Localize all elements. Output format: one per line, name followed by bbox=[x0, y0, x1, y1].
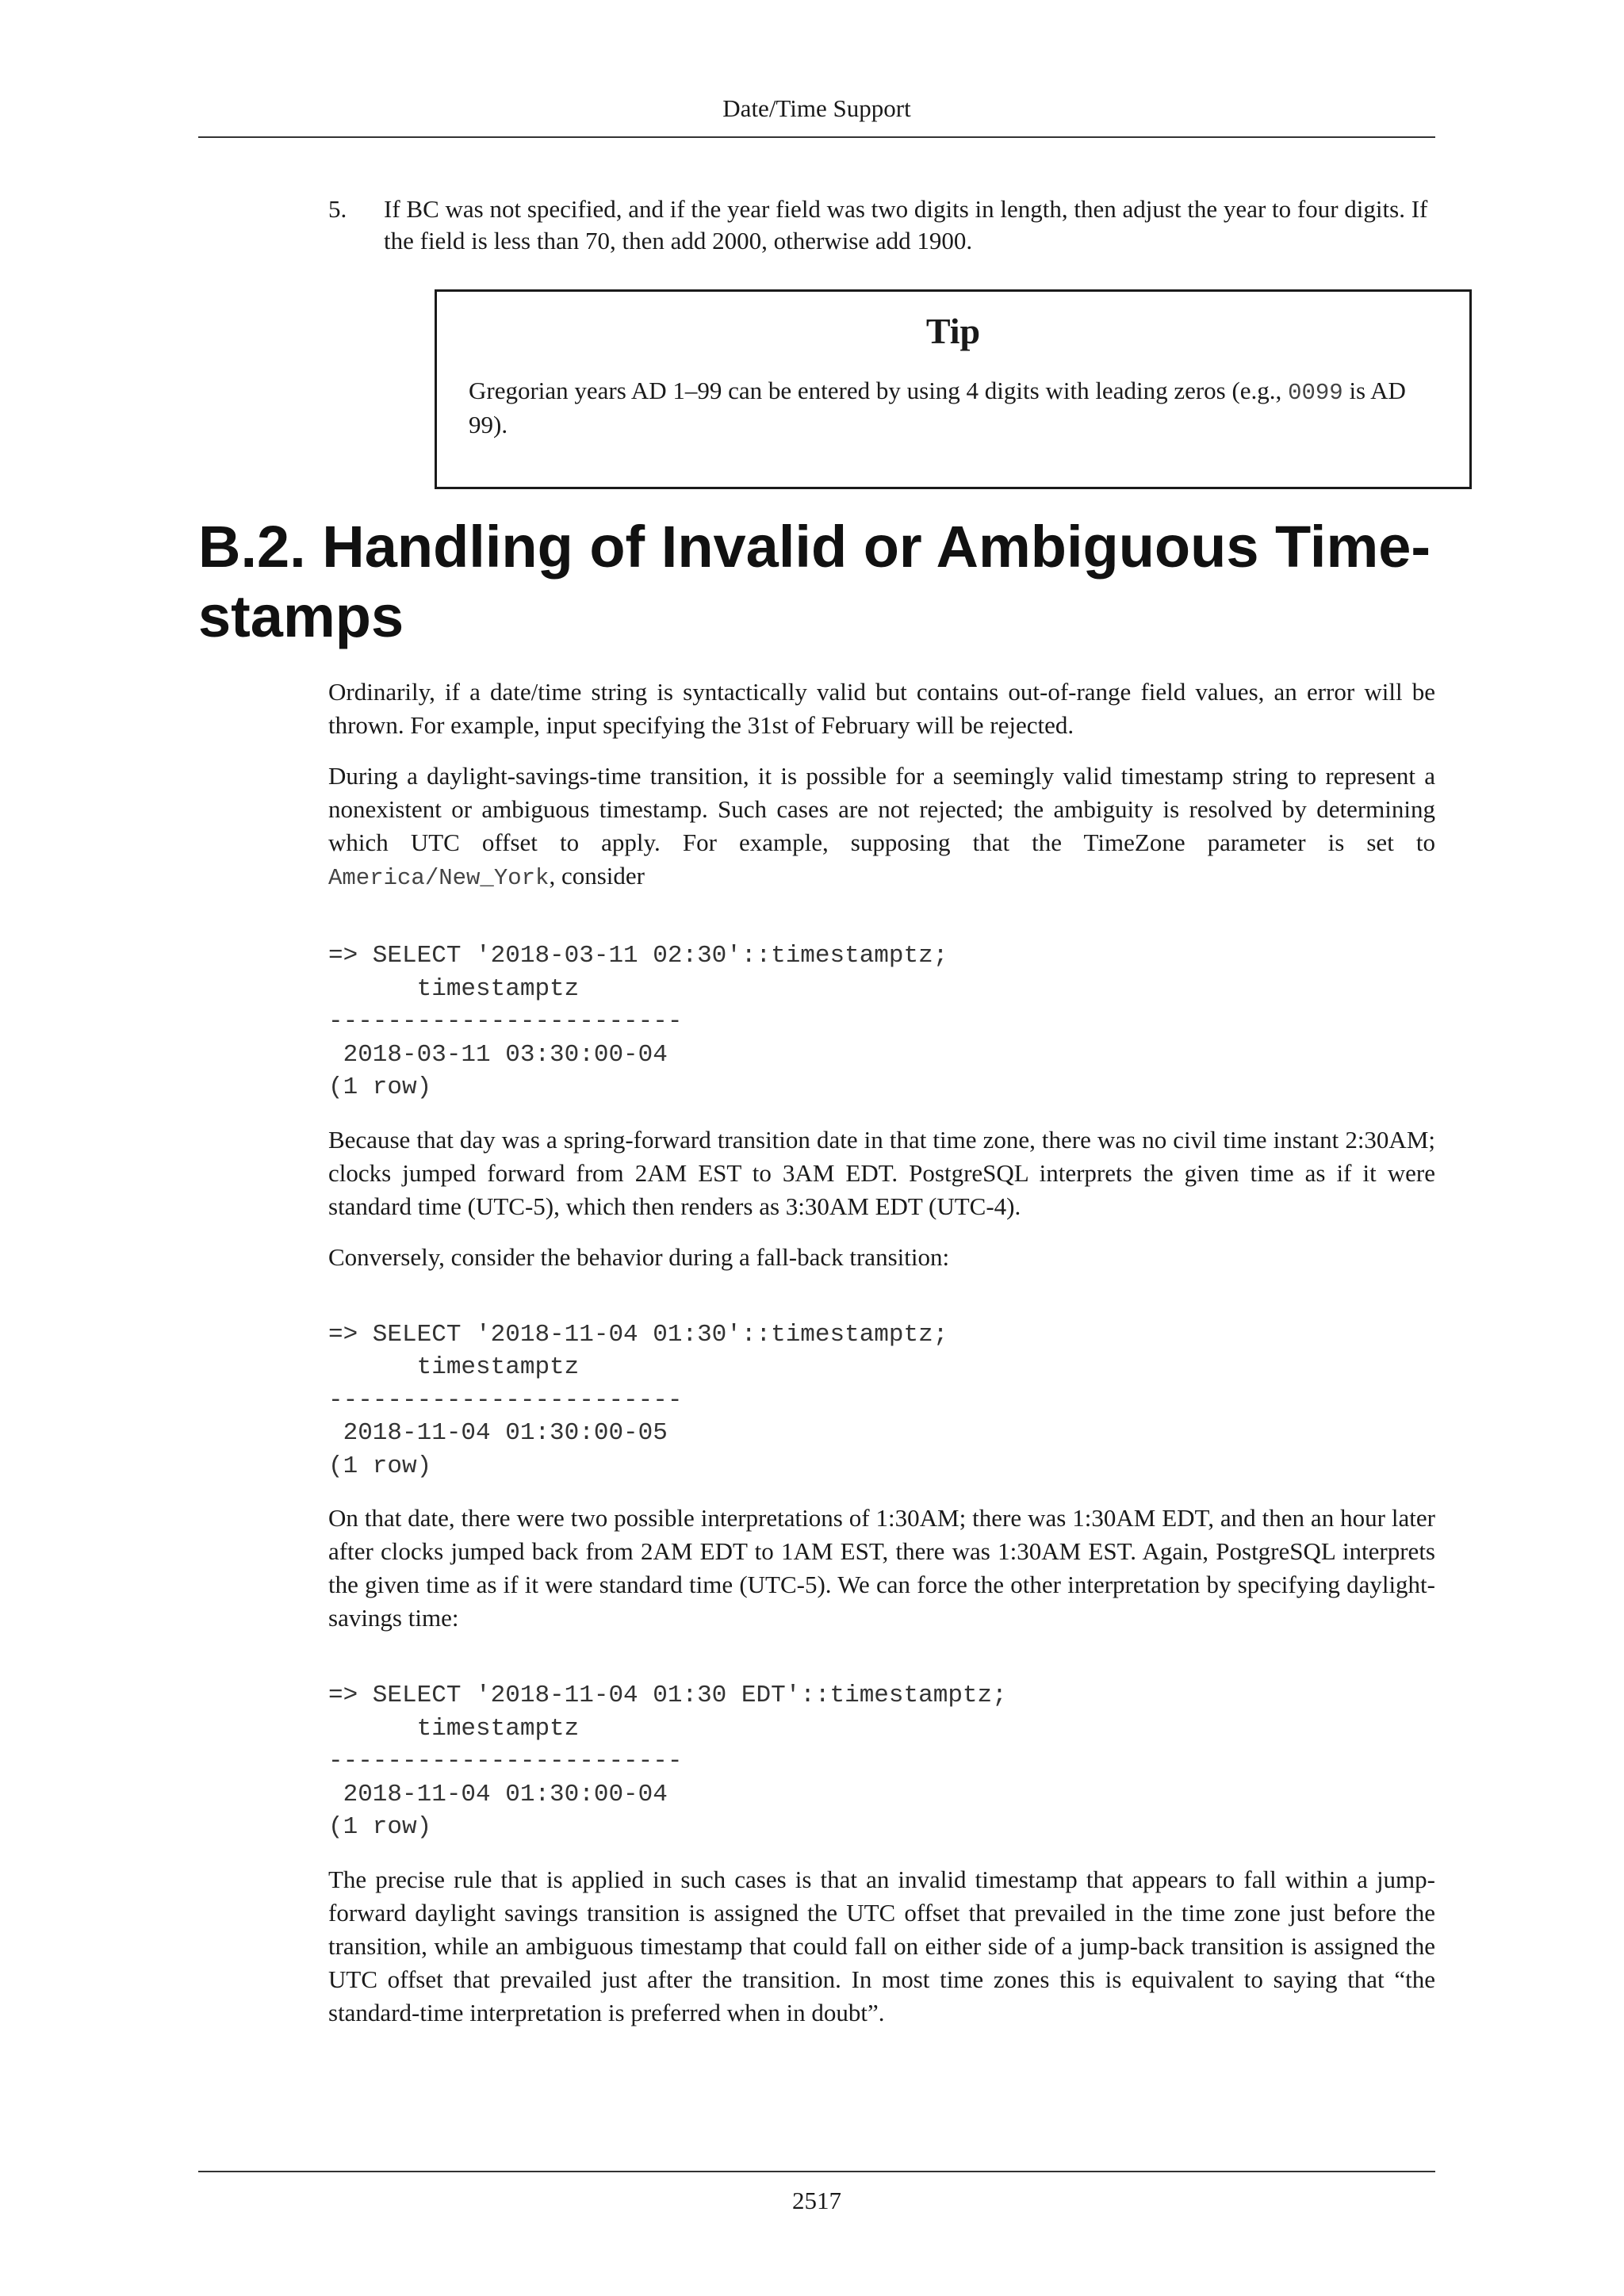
tip-code: 0099 bbox=[1288, 380, 1343, 407]
section-title: B.2. Handling of Invalid or Ambiguous Time-stamps bbox=[198, 514, 1431, 649]
list-item-number: 5. bbox=[328, 195, 347, 223]
header-rule bbox=[198, 136, 1435, 138]
paragraph-2-code: America/New_York bbox=[328, 865, 550, 891]
list-item-text: If BC was not specified, and if the year field was two digits in length, then adjust the year to four digits. If the field is less than 70, then add 2000, otherwise add 1900. bbox=[384, 195, 1428, 254]
paragraph-2-text-after: , consider bbox=[549, 862, 645, 890]
tip-text-before: Gregorian years AD 1–99 can be entered by using 4 digits with leading zeros (e.g., bbox=[469, 377, 1289, 405]
footer-rule bbox=[198, 2171, 1435, 2172]
code-block-1: => SELECT '2018-03-11 02:30'::timestamptz; timestamptz ------------------------ 2018-03-11 03:30:00-04 (1 row) bbox=[328, 942, 948, 1101]
paragraph-6: The precise rule that is applied in such cases is that an invalid timestamp that appears to fall within a jump-forward daylight savings transition is assigned the UTC offset that prevailed in the time zone just before the transition, while an ambiguous timestamp that could fall on either side of a jump-back transition is assigned the UTC offset that prevailed just after the transition. In most time zones this is equivalent to saying that “the standard-time interpretation is preferred when in doubt”. bbox=[328, 1865, 1435, 2026]
tip-body bbox=[469, 375, 1438, 441]
page-number: 2517 bbox=[792, 2187, 841, 2214]
tip-text-after: is AD 99). bbox=[469, 377, 1406, 439]
tip-box bbox=[435, 289, 1472, 489]
paragraph-2-text-before: During a daylight-savings-time transition, it is possible for a seemingly valid timestamp string to represent a nonexistent or ambiguous timestamp. Such cases are not rejected; the ambiguity is resolved by determining which UTC offset to apply. For example, supposing that the TimeZone parameter is set to bbox=[328, 762, 1435, 856]
paragraph-2 bbox=[328, 760, 1435, 895]
code-block-3: => SELECT '2018-11-04 01:30 EDT'::timestamptz; timestamptz ------------------------ 2018-11-04 01:30:00-04 (1 row) bbox=[328, 1682, 1007, 1841]
code-block-2: => SELECT '2018-11-04 01:30'::timestamptz; timestamptz ------------------------ 2018-11-04 01:30:00-05 (1 row) bbox=[328, 1320, 948, 1480]
list-item-5 bbox=[328, 193, 1435, 257]
section-content bbox=[328, 675, 1435, 2047]
paragraph-3: Because that day was a spring-forward transition date in that time zone, there was no civil time instant 2:30AM; clocks jumped forward from 2AM EST to 3AM EDT. PostgreSQL interprets the given time as if it were standard time (UTC-5), which then renders as 3:30AM EDT (UTC-4). bbox=[328, 1125, 1435, 1220]
tip-title: Tip bbox=[925, 311, 981, 351]
paragraph-4: Conversely, consider the behavior during a fall-back transition: bbox=[328, 1242, 950, 1271]
paragraph-5: On that date, there were two possible interpretations of 1:30AM; there was 1:30AM EDT, and then an hour later after clocks jumped back from 2AM EDT to 1AM EST, there was 1:30AM EST. Again, PostgreSQL interprets the given time as if it were standard time (UTC-5). We can force the other interpretation by specifying daylight-savings time: bbox=[328, 1504, 1435, 1632]
paragraph-1: Ordinarily, if a date/time string is syntactically valid but contains out-of-range field values, an error will be thrown. For example, input specifying the 31st of February will be rejected. bbox=[328, 678, 1435, 739]
running-header: Date/Time Support bbox=[722, 94, 911, 122]
